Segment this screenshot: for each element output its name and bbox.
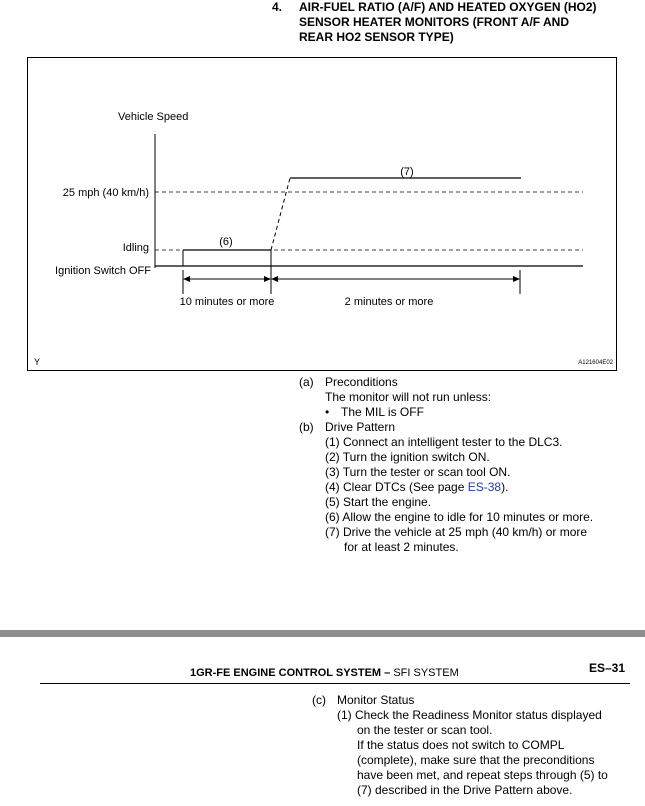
preconditions-bullet: • — [325, 405, 330, 419]
idle-arrowhead-left — [183, 276, 190, 282]
drive-step-7: (7) Drive the vehicle at 25 mph (40 km/h) or more — [325, 525, 588, 539]
drive-step-4 — [325, 480, 508, 495]
drive-pattern-chart — [28, 58, 616, 370]
drive-step-3: (3) Turn the tester or scan tool ON. — [325, 465, 511, 479]
figure-code: A121604E02 — [578, 360, 613, 366]
section-number: 4. — [272, 0, 283, 14]
subsystem-title: SFI SYSTEM — [393, 667, 459, 679]
drive-step-5: (5) Start the engine. — [325, 495, 432, 509]
drive-arrowhead-left — [271, 276, 278, 282]
section-title-line1: AIR-FUEL RATIO (A/F) AND HEATED OXYGEN (HO2) — [299, 0, 597, 14]
monitor-status-label: (c) — [312, 693, 326, 707]
drive-pattern-heading: Drive Pattern — [325, 420, 396, 434]
idle-level-label: Idling — [122, 242, 149, 254]
header-rule — [40, 683, 630, 684]
y-axis-label: Vehicle Speed — [118, 111, 189, 123]
monitor-step-1-line5: have been met, and repeat steps through (5) to — [357, 768, 608, 782]
idle-arrowhead-right — [264, 276, 271, 282]
section-title — [299, 0, 597, 45]
preconditions-intro: The monitor will not run unless: — [325, 390, 492, 404]
page-number: ES–31 — [589, 661, 626, 675]
monitor-step-1-line2: on the tester or scan tool. — [357, 723, 493, 737]
idle-duration-label: 10 minutes or more — [179, 296, 275, 308]
drive-segment-label: (7) — [400, 166, 414, 178]
drive-step-4-text: (4) Clear DTCs (See page — [325, 480, 468, 494]
drive-duration-label: 2 minutes or more — [344, 296, 434, 308]
monitor-step-1: (1) Check the Readiness Monitor status displayed — [337, 708, 602, 722]
page-link-es-38[interactable]: ES-38 — [467, 480, 502, 494]
idle-segment-label: (6) — [219, 236, 233, 248]
monitor-step-1-line4: (complete), make sure that the preconditions — [357, 753, 595, 767]
system-title: 1GR-FE ENGINE CONTROL SYSTEM — [190, 667, 382, 679]
drive-step-2: (2) Turn the ignition switch ON. — [325, 450, 490, 464]
page-divider — [0, 630, 645, 637]
drive-pattern-figure — [27, 57, 617, 371]
monitor-step-1-line3: If the status does not switch to COMPL — [357, 738, 565, 752]
speed-level-label: 25 mph (40 km/h) — [62, 187, 149, 199]
drive-pattern-label: (b) — [299, 420, 314, 434]
figure-corner-mark: Y — [34, 357, 41, 367]
section-title-line3: REAR HO2 SENSOR TYPE) — [299, 30, 454, 44]
drive-step-6: (6) Allow the engine to idle for 10 minutes or more. — [325, 510, 594, 524]
acceleration-ramp — [271, 178, 290, 250]
header-dash: – — [384, 667, 391, 679]
running-header — [190, 667, 459, 679]
drive-arrowhead-right — [513, 276, 520, 282]
drive-step-1: (1) Connect an intelligent tester to the DLC3. — [325, 435, 563, 449]
drive-step-4-suffix: ). — [501, 480, 509, 494]
monitor-status-heading: Monitor Status — [337, 693, 415, 707]
preconditions-item: The MIL is OFF — [341, 405, 424, 419]
preconditions-label: (a) — [299, 375, 314, 389]
preconditions-heading: Preconditions — [325, 375, 398, 389]
drive-step-7-cont: for at least 2 minutes. — [344, 540, 459, 554]
monitor-step-1-line6: (7) described in the Drive Pattern above. — [357, 783, 573, 797]
ignition-level-label: Ignition Switch OFF — [55, 265, 151, 277]
section-title-line2: SENSOR HEATER MONITORS (FRONT A/F AND — [299, 15, 569, 29]
